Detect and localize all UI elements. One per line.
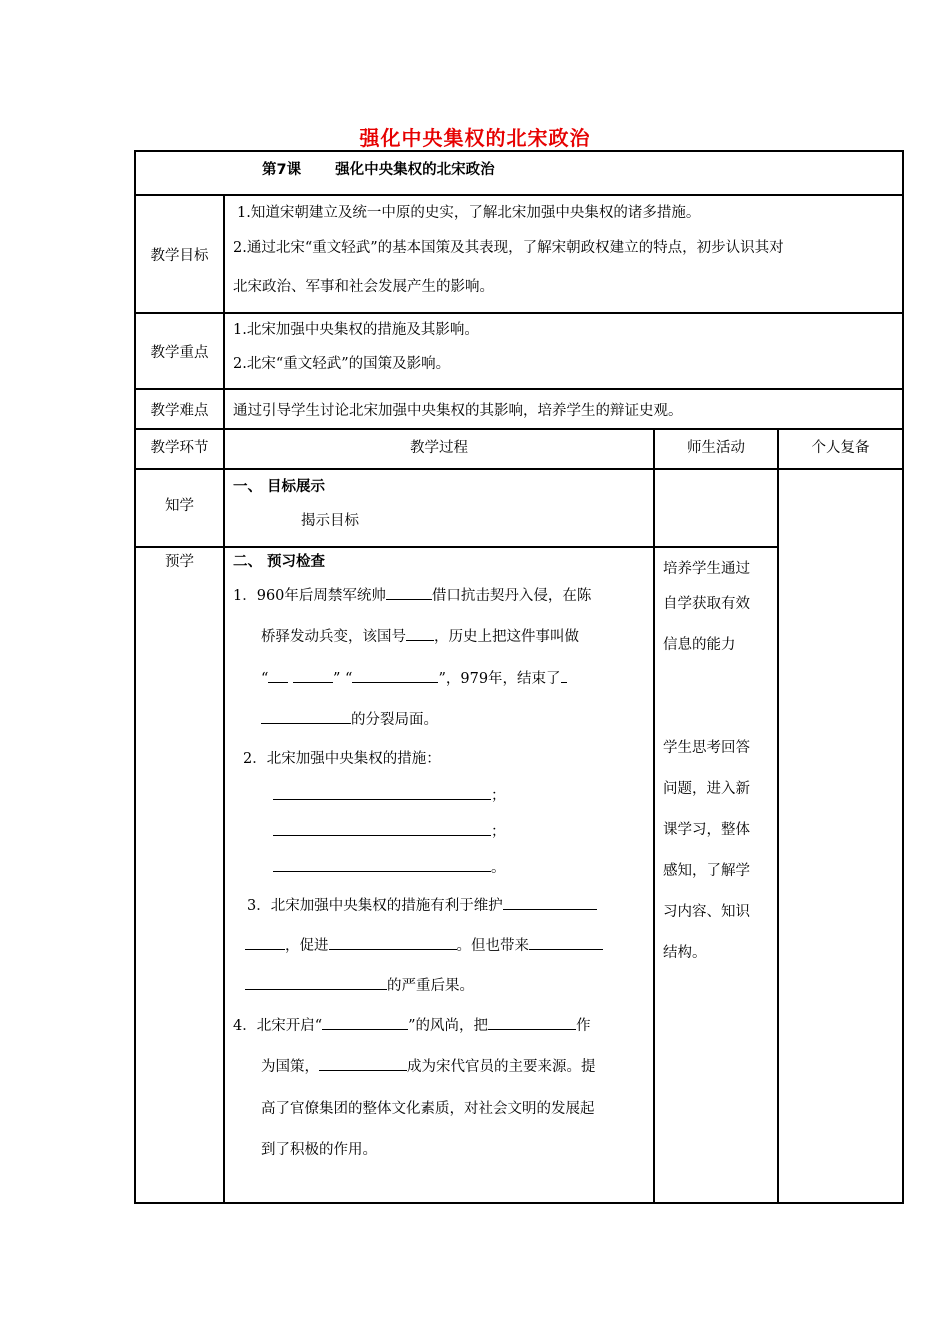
fill-blank[interactable]	[561, 668, 567, 683]
question-2-line	[233, 850, 645, 886]
lesson-plan-table	[134, 150, 904, 1204]
activity-line: 习内容、知识	[663, 904, 750, 920]
stage-zhixue-content	[224, 469, 654, 547]
question-4-line: 高了官僚集团的整体文化素质，对社会文明的发展起	[261, 1101, 595, 1117]
q1-text: “	[261, 671, 269, 687]
q3-text: 3．北宋加强中央集权的措施有利于维护	[247, 898, 503, 914]
difficulties-row	[135, 389, 903, 429]
section-heading: 二、 预习检查	[233, 554, 326, 570]
activity-line: 感知，了解学	[663, 863, 750, 879]
key-point-item: 1.北宋加强中央集权的措施及其影响。	[233, 322, 479, 338]
difficulties-label	[135, 389, 224, 429]
question-4-line	[233, 1046, 645, 1088]
question-3-line	[233, 886, 645, 926]
objective-item: 北宋政治、军事和社会发展产生的影响。	[233, 279, 494, 295]
fill-blank[interactable]	[245, 975, 387, 990]
q2-text: ；	[491, 788, 506, 804]
q3-text: 的严重后果。	[387, 978, 474, 994]
fill-blank[interactable]	[245, 935, 285, 950]
q3-text: 。但也带来	[456, 938, 529, 954]
q2-text: 。	[491, 860, 506, 876]
q4-text: 成为宋代官员的主要来源。提	[407, 1059, 596, 1075]
fill-blank[interactable]	[322, 1015, 408, 1030]
difficulties-label-text: 教学难点	[150, 402, 209, 419]
objective-item: 2.通过北宋“重文轻武”的基本国策及其表现，了解宋朝政权建立的特点，初步认识其对	[233, 240, 784, 256]
column-header-activity: 师生活动	[654, 429, 778, 469]
activity-line: 结构。	[663, 945, 707, 961]
q1-text: 的分裂局面。	[351, 712, 438, 728]
stage-zhixue-label: 知学	[135, 469, 224, 547]
q4-text: 为国策，	[261, 1059, 319, 1075]
question-2-line	[233, 778, 645, 814]
activity-line: 问题，进入新	[663, 781, 750, 797]
key-points-row	[135, 313, 903, 389]
q4-text: 4．北宋开启“	[233, 1018, 323, 1034]
fill-blank[interactable]	[352, 668, 438, 683]
question-1-line	[233, 576, 645, 616]
activity-line: 自学获取有效	[663, 596, 750, 612]
section-heading: 一、 目标展示	[233, 479, 326, 495]
question-4-line: 到了积极的作用。	[261, 1142, 377, 1158]
difficulties-text: 通过引导学生讨论北宋加强中央集权的其影响，培养学生的辩证史观。	[233, 402, 683, 419]
fill-blank[interactable]	[268, 668, 288, 683]
question-2-line	[233, 814, 645, 850]
question-4-line	[233, 1006, 645, 1046]
column-header-stage: 教学环节	[135, 429, 224, 469]
fill-blank[interactable]	[319, 1056, 407, 1071]
q1-text: 借口抗击契丹入侵，在陈	[431, 588, 592, 604]
stage-yuxue-activity	[654, 547, 778, 1203]
column-header-row	[135, 429, 903, 469]
fill-blank[interactable]	[273, 785, 491, 800]
section-text: 揭示目标	[301, 513, 359, 529]
fill-blank[interactable]	[273, 857, 491, 872]
fill-blank[interactable]	[406, 626, 434, 641]
objectives-label	[135, 195, 224, 313]
lesson-number: 第7课	[262, 162, 302, 178]
question-3-line	[233, 966, 645, 1006]
key-points-label	[135, 313, 224, 389]
stage-zhixue-activity	[654, 469, 778, 547]
column-header-notes: 个人复备	[778, 429, 903, 469]
lesson-header-row	[135, 151, 903, 195]
q4-text: 作	[576, 1018, 591, 1034]
fill-blank[interactable]	[488, 1015, 576, 1030]
column-header-process: 教学过程	[224, 429, 654, 469]
question-1-line	[233, 658, 645, 700]
lesson-title: 强化中央集权的北宋政治	[335, 162, 495, 178]
fill-blank[interactable]	[273, 821, 491, 836]
question-1-line	[233, 700, 645, 740]
q1-text: ，历史上把这件事叫做	[434, 629, 579, 645]
fill-blank[interactable]	[261, 709, 351, 724]
fill-blank[interactable]	[503, 895, 597, 910]
activity-line: 培养学生通过	[663, 561, 750, 577]
page-title: 强化中央集权的北宋政治	[359, 126, 591, 150]
difficulties-content	[224, 389, 903, 429]
objective-item: 1.知道宋朝建立及统一中原的史实，了解北宋加强中央集权的诸多措施。	[237, 205, 701, 221]
stage-yuxue-label: 预学	[135, 547, 224, 1203]
fill-blank[interactable]	[386, 585, 432, 600]
lesson-header	[135, 151, 903, 195]
question-1-line	[233, 616, 645, 658]
key-point-item: 2.北宋“重文轻武”的国策及影响。	[233, 356, 451, 372]
q2-text: ；	[491, 824, 506, 840]
q1-text: ” “	[333, 671, 353, 687]
key-points-content	[224, 313, 903, 389]
q1-text: 1．960年后周禁军统帅	[233, 588, 386, 604]
fill-blank[interactable]	[293, 668, 333, 683]
activity-line: 学生思考回答	[663, 740, 750, 756]
question-2-line: 2．北宋加强中央集权的措施：	[243, 751, 441, 767]
q4-text: ”的风尚，把	[408, 1018, 489, 1034]
q3-text: ，促进	[285, 938, 329, 954]
key-points-label-text: 教学重点	[150, 344, 209, 361]
objectives-label-text: 教学目标	[150, 247, 209, 264]
q1-text: ”，979年，结束了	[438, 671, 561, 687]
activity-line: 信息的能力	[663, 637, 736, 653]
personal-notes-cell	[778, 469, 903, 1203]
fill-blank[interactable]	[329, 935, 457, 950]
objectives-content	[224, 195, 903, 313]
question-3-line	[233, 926, 645, 966]
objectives-row	[135, 195, 903, 313]
stage-yuxue-content	[224, 547, 654, 1203]
fill-blank[interactable]	[529, 935, 603, 950]
q1-text: 桥驿发动兵变，该国号	[261, 629, 406, 645]
stage-zhixue-row	[135, 469, 903, 547]
activity-line: 课学习，整体	[663, 822, 750, 838]
